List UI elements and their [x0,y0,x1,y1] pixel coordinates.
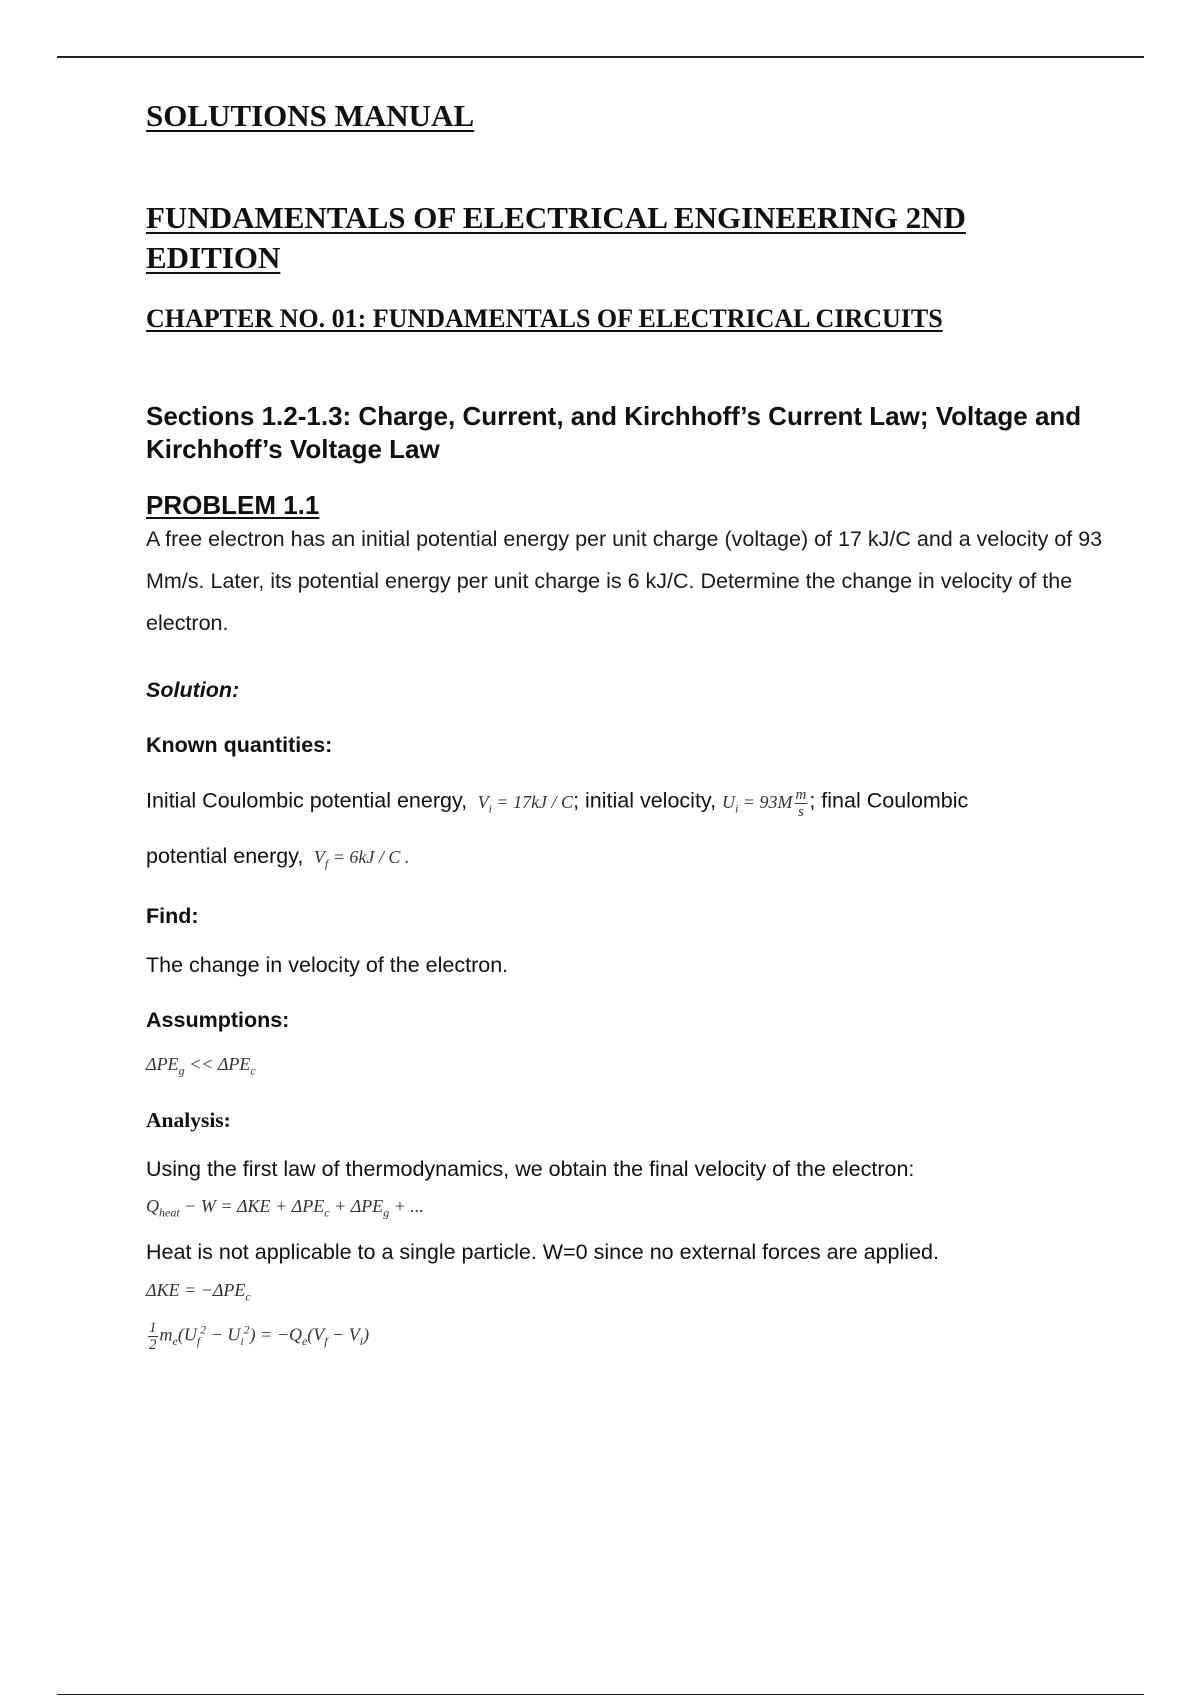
heat-note-text: Heat is not applicable to a single particle. W=0 since no external forces are applied. [146,1240,939,1264]
known-quantities-line-1 [146,787,968,820]
velocity-equation: $\frac{1}{2}$ $m_e(U_f^2 - U_i^2) = -Q_e(V_f - V_i)$ [149,1320,370,1353]
problem-statement: A free electron has an initial potential energy per unit charge (voltage) of 17 kJ/C and a velocity of 93 Mm/s. Later, its potential energy per unit charge is 6 kJ/C. Determine the change in velocity of the electron. [146,527,1103,635]
problem-title: PROBLEM 1.1 [146,490,320,520]
assumptions-label: Assumptions: [146,1008,290,1032]
top-rule [57,56,1144,58]
bottom-rule [57,1694,1144,1695]
known-quantities-label: Known quantities: [146,733,333,757]
first-law-equation: $Q_{heat} - W = \Delta KE + \Delta PE_c + \Delta PE_g$ + ... [146,1196,424,1220]
book-title: FUNDAMENTALS OF ELECTRICAL ENGINEERING 2ND EDITION [146,200,966,275]
final-voltage-equation: $V_f = 6kJ / C$ . [309,847,410,871]
initial-velocity-equation: $U_i = 93M$ $\frac{m}{s}$ [722,787,807,820]
known-text-1: Initial Coulombic potential energy, [146,788,468,813]
chapter-title: CHAPTER NO. 01: FUNDAMENTALS OF ELECTRICAL CIRCUITS [146,304,943,333]
known-text-4: potential energy, [146,844,304,868]
known-text-2: ; initial velocity, [573,788,717,813]
solution-label: Solution: [146,678,240,702]
initial-voltage-equation: $V_i = 17kJ / C$ [473,791,574,816]
assumption-equation: $\Delta PE_g << \Delta PE_c$ [146,1054,256,1078]
sections-title: Sections 1.2-1.3: Charge, Current, and Kirchhoff’s Current Law; Voltage and Kirchhoff’s Voltage Law [146,401,1082,464]
manual-title: SOLUTIONS MANUAL [146,98,475,133]
analysis-label: Analysis: [146,1108,231,1132]
analysis-text: Using the first law of thermodynamics, we obtain the final velocity of the electron: [146,1157,915,1181]
known-quantities-line-2 [146,844,409,872]
energy-balance-equation: $\Delta KE = -\Delta PE_c$ [146,1280,251,1304]
known-text-3: ; final Coulombic [809,788,969,813]
find-text: The change in velocity of the electron. [146,953,509,977]
find-label: Find: [146,904,199,928]
